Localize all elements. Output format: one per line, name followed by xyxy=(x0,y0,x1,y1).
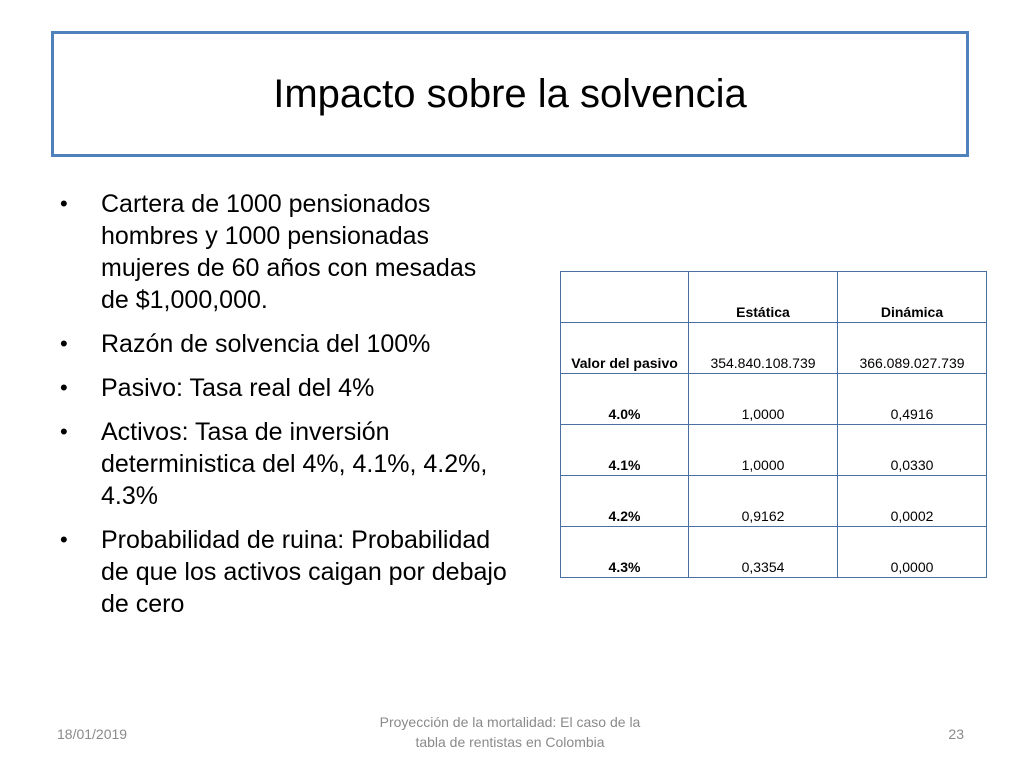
bullet-list xyxy=(60,188,510,632)
footer-date: 18/01/2019 xyxy=(57,726,128,742)
table-row xyxy=(561,476,987,527)
table-cell: 0,4916 xyxy=(838,374,987,425)
footer-title-line: Proyección de la mortalidad: El caso de la xyxy=(379,714,641,730)
bullet-icon: • xyxy=(60,191,68,216)
table-cell: 0,9162 xyxy=(689,476,838,527)
footer-title xyxy=(340,712,680,752)
table-row-label: 4.2% xyxy=(561,476,689,527)
table-row-label: 4.1% xyxy=(561,425,689,476)
bullet-text: Probabilidad de ruina: Probabilidad de que los activos caigan por debajo de cero xyxy=(101,526,507,618)
table-header-cell: Dinámica xyxy=(838,272,987,323)
table-row-label: 4.3% xyxy=(561,527,689,578)
table-cell: 354.840.108.739 xyxy=(689,323,838,374)
table-header-cell xyxy=(561,272,689,323)
table-cell: 0,0330 xyxy=(838,425,987,476)
table-header-cell: Estática xyxy=(689,272,838,323)
bullet-icon: • xyxy=(60,419,68,444)
bullet-icon: • xyxy=(60,375,68,400)
bullet-text: Razón de solvencia del 100% xyxy=(101,330,431,358)
table-cell: 1,0000 xyxy=(689,425,838,476)
bullet-item xyxy=(60,328,510,360)
bullet-item xyxy=(60,524,510,620)
table-cell: 1,0000 xyxy=(689,374,838,425)
table-cell: 0,0002 xyxy=(838,476,987,527)
table-row xyxy=(561,527,987,578)
bullet-icon: • xyxy=(60,331,68,356)
bullet-text: Activos: Tasa de inversión deterministica del 4%, 4.1%, 4.2%, 4.3% xyxy=(101,418,488,510)
ruin-probability-table xyxy=(560,271,987,578)
bullet-item xyxy=(60,188,510,316)
footer-page-number: 23 xyxy=(948,726,964,742)
bullet-text: Pasivo: Tasa real del 4% xyxy=(101,374,375,402)
table-cell: 366.089.027.739 xyxy=(838,323,987,374)
table-row xyxy=(561,374,987,425)
bullet-icon: • xyxy=(60,527,68,552)
bullet-text: Cartera de 1000 pensionados hombres y 1000 pensionadas mujeres de 60 años con mesadas de $1,000,000. xyxy=(101,190,477,314)
table-row-label: 4.0% xyxy=(561,374,689,425)
table-row xyxy=(561,425,987,476)
bullet-item xyxy=(60,416,510,512)
footer-title-line: tabla de rentistas en Colombia xyxy=(415,734,605,750)
table-header-row xyxy=(561,272,987,323)
table-row-label: Valor del pasivo xyxy=(561,323,689,374)
slide-title: Impacto sobre la solvencia xyxy=(273,71,747,116)
table-cell: 0,0000 xyxy=(838,527,987,578)
table-row xyxy=(561,323,987,374)
title-box xyxy=(51,31,969,157)
table-cell: 0,3354 xyxy=(689,527,838,578)
bullet-item xyxy=(60,372,510,404)
